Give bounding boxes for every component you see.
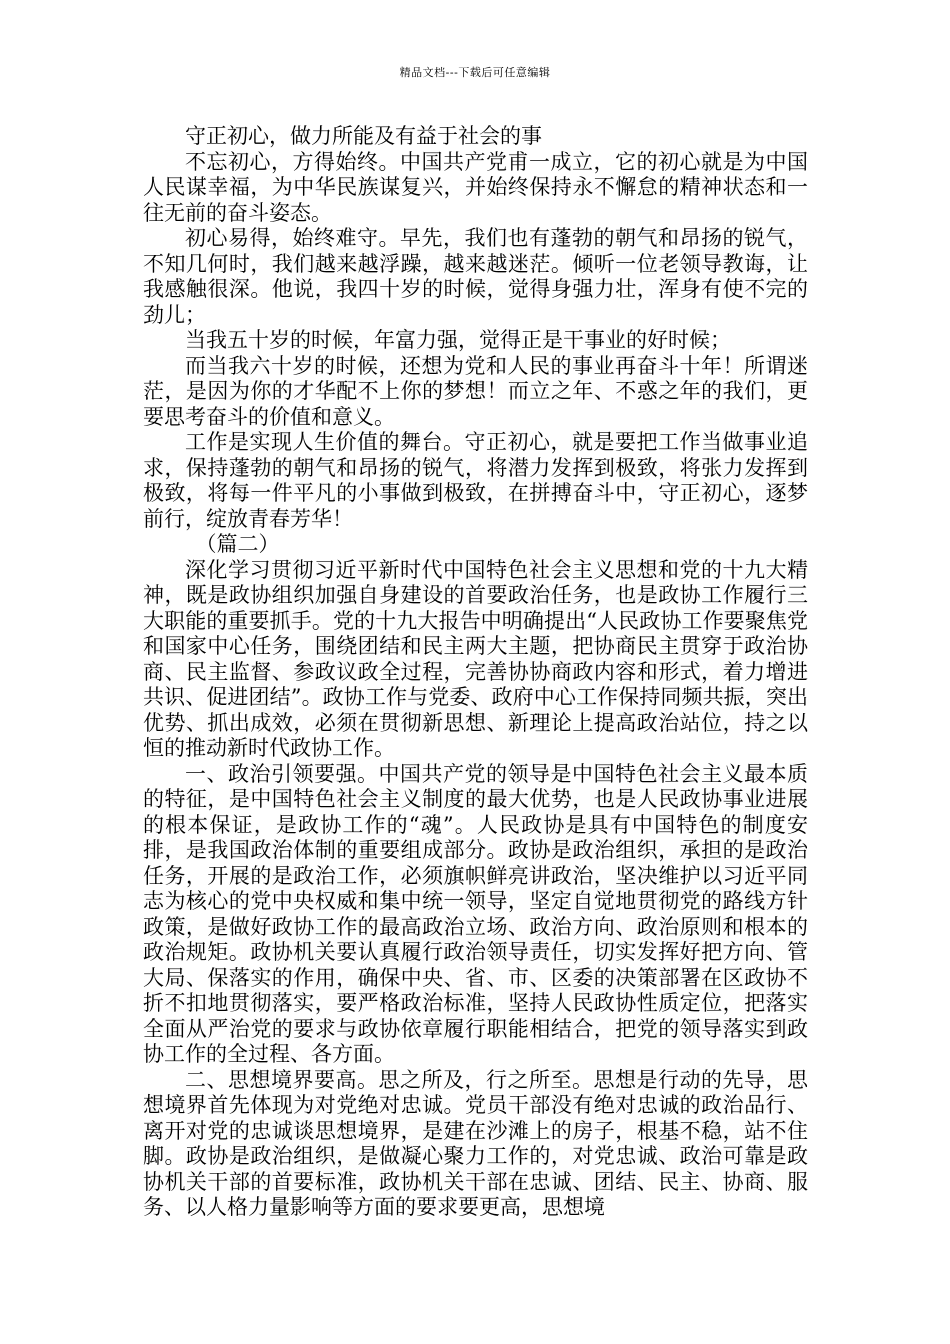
document-body xyxy=(143,124,808,1221)
page-header: 精品文档---下载后可任意编辑 xyxy=(399,66,551,79)
article-title: 守正初心，做力所能及有益于社会的事 xyxy=(185,124,542,148)
paragraph: 初心易得，始终难守。早先，我们也有蓬勃的朝气和昂扬的锐气，不知几何时，我们越来越浮躁，越来越迷茫。倾听一位老领导教诲，让我感触很深。他说，我四十岁的时候，觉得身强力壮，浑身有使不完的劲儿； xyxy=(143,226,808,327)
paragraph: 二、思想境界要高。思之所及，行之所至。思想是行动的先导，思想境界首先体现为对党绝对忠诚。党员干部没有绝对忠诚的政治品行、离开对党的忠诚谈思想境界，是建在沙滩上的房子，根基不稳，站不住脚。政协是政治组织，是做凝心聚力工作的，对党忠诚、政治可靠是政协机关干部的首要标准，政协机关干部在忠诚、团结、民主、协商、服务、以人格力量影响等方面的要求要更高，思想境 xyxy=(143,1067,808,1219)
paragraph: 工作是实现人生价值的舞台。守正初心，就是要把工作当做事业追求，保持蓬勃的朝气和昂扬的锐气，将潜力发挥到极致，将张力发挥到极致，将每一件平凡的小事做到极致，在拼搏奋斗中，守正初心，逐梦前行，绽放青春芳华！ xyxy=(143,430,808,531)
paragraph: 当我五十岁的时候，年富力强，觉得正是干事业的好时候； xyxy=(185,328,731,352)
paragraph: 深化学习贯彻习近平新时代中国特色社会主义思想和党的十九大精神，既是政协组织加强自身建设的首要政治任务，也是政协工作履行三大职能的重要抓手。党的十九大报告中明确提出“人民政协工作要聚焦党和国家中心任务，围绕团结和民主两大主题，把协商民主贯穿于政治协商、民主监督、参政议政全过程，完善协协商政内容和形式，着力增进共识、促进团结”。政协工作与党委、政府中心工作保持同频共振，突出优势、抓出成效，必须在贯彻新思想、新理论上提高政治站位，持之以恒的推动新时代政协工作。 xyxy=(143,557,808,760)
paragraph: 而当我六十岁的时候，还想为党和人民的事业再奋斗十年！所谓迷茫，是因为你的才华配不上你的梦想！而立之年、不惑之年的我们，更要思考奋斗的价值和意义。 xyxy=(143,353,808,429)
section-marker: （篇二） xyxy=(195,532,280,556)
paragraph: 不忘初心，方得始终。中国共产党甫一成立，它的初心就是为中国人民谋幸福，为中华民族谋复兴，并始终保持永不懈怠的精神状态和一往无前的奋斗姿态。 xyxy=(143,149,808,225)
paragraph: 一、政治引领要强。中国共产党的领导是中国特色社会主义最本质的特征，是中国特色社会主义制度的最大优势，也是人民政协事业进展的根本保证，是政协工作的“魂”。人民政协是具有中国特色的制度安排，是我国政治体制的重要组成部分。政协是政治组织，承担的是政治任务，开展的是政治工作，必须旗帜鲜亮讲政治，坚决维护以习近平同志为核心的党中央权威和集中统一领导，坚定自觉地贯彻党的路线方针政策，是做好政协工作的最高政治立场、政治方向、政治原则和根本的政治规矩。政协机关要认真履行政治领导责任，切实发挥好把方向、管大局、保落实的作用，确保中央、省、市、区委的决策部署在区政协不折不扣地贯彻落实，要严格政治标准，坚持人民政协性质定位，把落实全面从严治党的要求与政协依章履行职能相结合，把党的领导落实到政协工作的全过程、各方面。 xyxy=(143,761,808,1066)
